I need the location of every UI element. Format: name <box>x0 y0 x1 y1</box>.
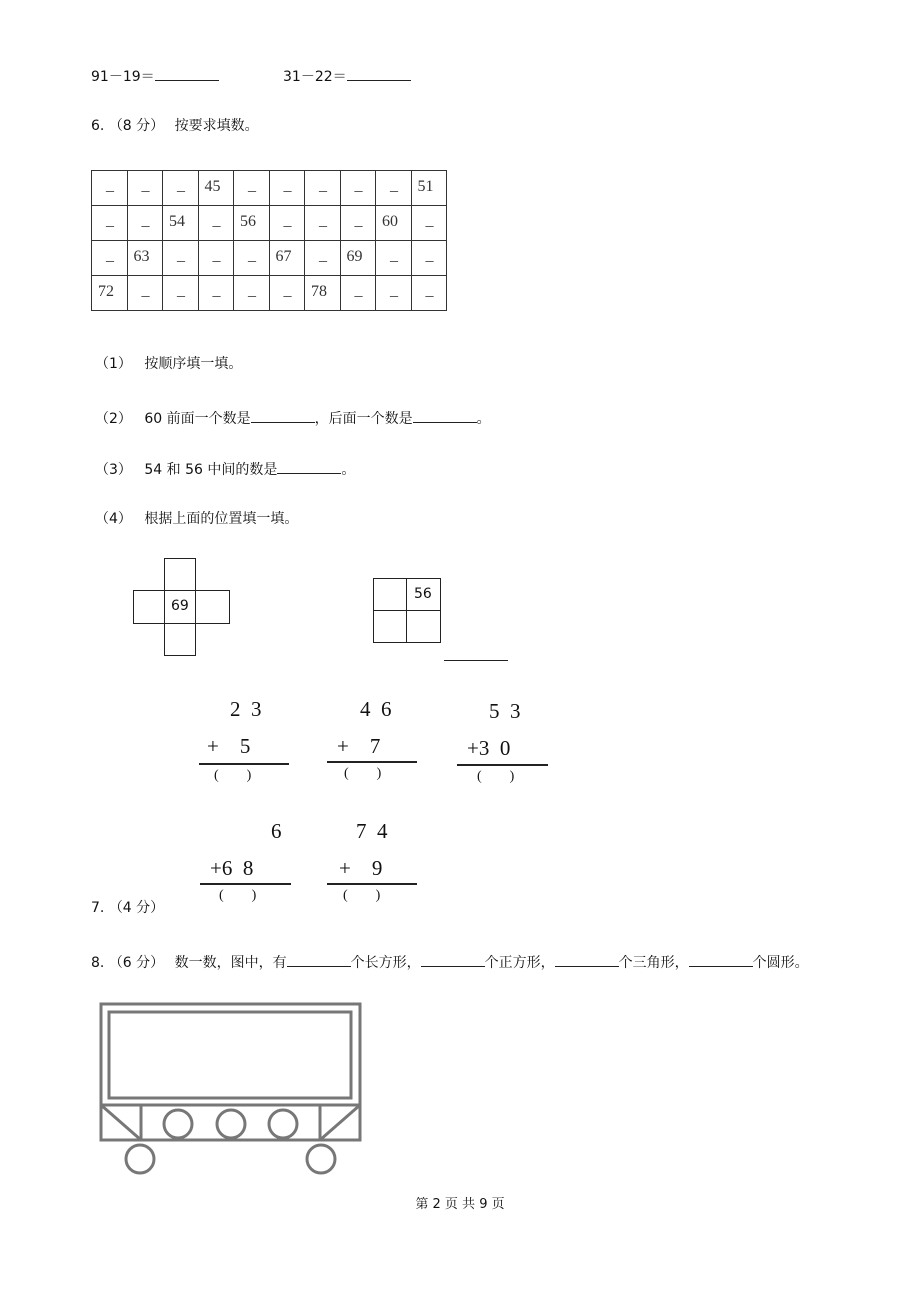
grid-blank: _ <box>212 212 221 229</box>
answer-blank-squares[interactable] <box>421 952 485 967</box>
grid-blank: _ <box>283 177 292 194</box>
sub-question-text: 按顺序填一填。 <box>144 356 243 372</box>
addend-bottom: +6 8 <box>210 856 254 880</box>
window-circle <box>217 1110 245 1138</box>
grid-cell <box>127 241 163 276</box>
grid-blank: _ <box>106 177 114 194</box>
grid-cell[interactable] <box>340 171 376 206</box>
wheel-circle <box>307 1145 335 1173</box>
grid-cell[interactable] <box>305 206 341 241</box>
left-triangle-edge <box>101 1105 141 1140</box>
grid-cell[interactable] <box>163 171 199 206</box>
grid-blank: _ <box>248 177 256 194</box>
answer-parentheses[interactable]: ( ) <box>477 769 515 784</box>
inner-rectangle <box>109 1012 351 1098</box>
addend-top: 6 <box>271 819 282 843</box>
grid-cell[interactable] <box>411 276 447 311</box>
grid-blank: _ <box>354 282 363 299</box>
sub-question-text: 60 前面一个数是 <box>144 411 251 427</box>
grid-number: 54 <box>169 213 185 230</box>
answer-blank-position[interactable] <box>444 660 508 661</box>
grid-cell[interactable] <box>269 171 305 206</box>
cross-center-number: 69 <box>171 598 189 614</box>
grid-cell[interactable] <box>198 241 234 276</box>
grid-cell[interactable] <box>198 276 234 311</box>
grid-cell[interactable] <box>376 276 412 311</box>
answer-blank[interactable] <box>155 66 219 81</box>
grid-number: 78 <box>311 283 327 300</box>
answer-blank-circles[interactable] <box>689 952 753 967</box>
question-text: 个正方形， <box>484 955 555 971</box>
sub-question-4 <box>95 510 298 528</box>
grid-blank: _ <box>106 247 114 264</box>
grid-cell[interactable] <box>234 171 270 206</box>
grid-blank: _ <box>141 177 150 194</box>
grid-blank: _ <box>177 177 185 194</box>
grid-number: 72 <box>98 283 114 300</box>
grid-blank: _ <box>319 177 327 194</box>
grid-number: 60 <box>382 213 398 230</box>
question-number: 6. <box>91 118 105 134</box>
question-text: 个三角形， <box>618 955 689 971</box>
grid-cell[interactable] <box>411 241 447 276</box>
question-score: （4 分） <box>108 900 165 916</box>
answer-blank-after-60[interactable] <box>413 408 477 423</box>
answer-parentheses[interactable]: ( ) <box>219 888 257 903</box>
grid-cell[interactable] <box>234 276 270 311</box>
answer-parentheses[interactable]: ( ) <box>344 766 382 781</box>
grid-cell[interactable] <box>305 171 341 206</box>
grid-cell[interactable] <box>269 276 305 311</box>
grid-blank: _ <box>212 282 221 299</box>
grid-blank: _ <box>283 282 292 299</box>
grid-cell[interactable] <box>127 276 163 311</box>
addend-top: 7 4 <box>356 819 388 843</box>
grid-cell[interactable] <box>127 206 163 241</box>
grid-blank: _ <box>212 247 221 264</box>
question-title: 按要求填数。 <box>174 118 259 134</box>
expression-text: 31－22＝ <box>283 69 347 85</box>
question-number: 8. <box>91 955 105 971</box>
sub-question-text: 。 <box>476 411 491 427</box>
grid-cell[interactable] <box>376 241 412 276</box>
grid-blank: _ <box>354 177 363 194</box>
grid-cell <box>163 206 199 241</box>
grid-cell <box>234 206 270 241</box>
number-grid <box>91 170 447 311</box>
grid-cell[interactable] <box>305 241 341 276</box>
addend-top: 4 6 <box>360 697 392 721</box>
grid-cell <box>269 241 305 276</box>
grid-cell[interactable] <box>92 241 128 276</box>
square-divider-horizontal <box>373 610 441 611</box>
grid-row <box>92 241 447 276</box>
page-footer: 第 2 页 共 9 页 <box>415 1197 505 1212</box>
question-8-heading <box>91 952 809 972</box>
question-score: （6 分） <box>108 955 165 971</box>
grid-blank: _ <box>390 282 398 299</box>
sub-question-number: （1） <box>95 356 132 372</box>
answer-blank-between[interactable] <box>277 459 341 474</box>
grid-cell[interactable] <box>269 206 305 241</box>
grid-number: 56 <box>240 213 256 230</box>
grid-cell[interactable] <box>198 206 234 241</box>
grid-cell <box>411 171 447 206</box>
grid-cell[interactable] <box>163 241 199 276</box>
grid-cell <box>305 276 341 311</box>
grid-cell <box>340 241 376 276</box>
answer-parentheses[interactable]: ( ) <box>343 888 381 903</box>
sub-question-3 <box>95 459 355 479</box>
grid-cell[interactable] <box>340 276 376 311</box>
grid-cell <box>198 171 234 206</box>
sub-question-text: 54 和 56 中间的数是 <box>144 462 278 478</box>
question-number: 7. <box>91 900 105 916</box>
grid-row <box>92 206 447 241</box>
sum-line <box>199 763 289 765</box>
grid-blank: _ <box>354 212 363 229</box>
grid-blank: _ <box>319 247 327 264</box>
sum-line <box>200 883 291 885</box>
sub-question-text: 。 <box>341 462 356 478</box>
grid-number: 69 <box>346 248 363 265</box>
grid-blank: _ <box>248 282 256 299</box>
answer-blank-before-60[interactable] <box>251 408 315 423</box>
addend-top: 2 3 <box>230 697 262 721</box>
grid-blank: _ <box>106 212 114 229</box>
sub-question-2 <box>95 408 491 428</box>
sub-question-number: （3） <box>95 462 132 478</box>
grid-cell[interactable] <box>163 276 199 311</box>
grid-blank: _ <box>425 282 434 299</box>
grid-blank: _ <box>425 247 434 264</box>
sum-line <box>327 761 417 763</box>
square-corner-number: 56 <box>414 586 432 602</box>
answer-blank-rectangles[interactable] <box>287 952 351 967</box>
grid-cell <box>92 276 128 311</box>
question-score: （8 分） <box>108 118 165 134</box>
question-6-heading <box>91 117 259 135</box>
question-text: 数一数，图中，有 <box>174 955 287 971</box>
answer-parentheses[interactable]: ( ) <box>214 768 252 783</box>
grid-blank: _ <box>177 247 185 264</box>
grid-row <box>92 276 447 311</box>
sub-question-number: （4） <box>95 511 132 527</box>
grid-blank: _ <box>141 282 150 299</box>
sub-question-1 <box>95 355 242 373</box>
window-circle <box>269 1110 297 1138</box>
wheel-circle <box>126 1145 154 1173</box>
grid-blank: _ <box>390 247 398 264</box>
grid-blank: _ <box>141 212 150 229</box>
grid-number: 51 <box>417 178 434 195</box>
window-circle <box>164 1110 192 1138</box>
grid-blank: _ <box>177 282 185 299</box>
expression-text: 91－19＝ <box>91 69 155 85</box>
grid-number: 67 <box>275 248 292 265</box>
grid-row <box>92 171 447 206</box>
addend-top: 5 3 <box>489 699 521 723</box>
sum-line <box>457 764 548 766</box>
grid-blank: _ <box>248 247 256 264</box>
answer-blank[interactable] <box>347 66 411 81</box>
grid-cell[interactable] <box>92 171 128 206</box>
addend-bottom: +3 0 <box>467 736 511 760</box>
grid-cell[interactable] <box>127 171 163 206</box>
grid-cell[interactable] <box>376 171 412 206</box>
question-text: 个长方形， <box>350 955 421 971</box>
grid-cell[interactable] <box>234 241 270 276</box>
grid-cell[interactable] <box>340 206 376 241</box>
question-text: 个圆形。 <box>752 955 809 971</box>
sub-question-text: ，后面一个数是 <box>314 411 413 427</box>
right-triangle-edge <box>320 1105 360 1140</box>
question-7-heading <box>91 899 164 917</box>
expression-31-22 <box>283 66 411 86</box>
addend-bottom: + 7 <box>337 734 381 758</box>
sum-line <box>327 883 417 885</box>
addend-bottom: + 5 <box>207 734 251 758</box>
grid-blank: _ <box>319 212 327 229</box>
grid-number: 63 <box>133 248 150 265</box>
grid-number: 45 <box>204 178 221 195</box>
grid-cell <box>376 206 412 241</box>
sub-question-number: （2） <box>95 411 132 427</box>
grid-cell[interactable] <box>411 206 447 241</box>
answer-blank-triangles[interactable] <box>555 952 619 967</box>
grid-blank: _ <box>283 212 292 229</box>
addend-bottom: + 9 <box>339 856 383 880</box>
grid-blank: _ <box>425 212 434 229</box>
vehicle-shapes-figure <box>95 998 370 1178</box>
expression-91-19 <box>91 66 219 86</box>
grid-blank: _ <box>390 177 398 194</box>
sub-question-text: 根据上面的位置填一填。 <box>144 511 299 527</box>
grid-cell[interactable] <box>92 206 128 241</box>
